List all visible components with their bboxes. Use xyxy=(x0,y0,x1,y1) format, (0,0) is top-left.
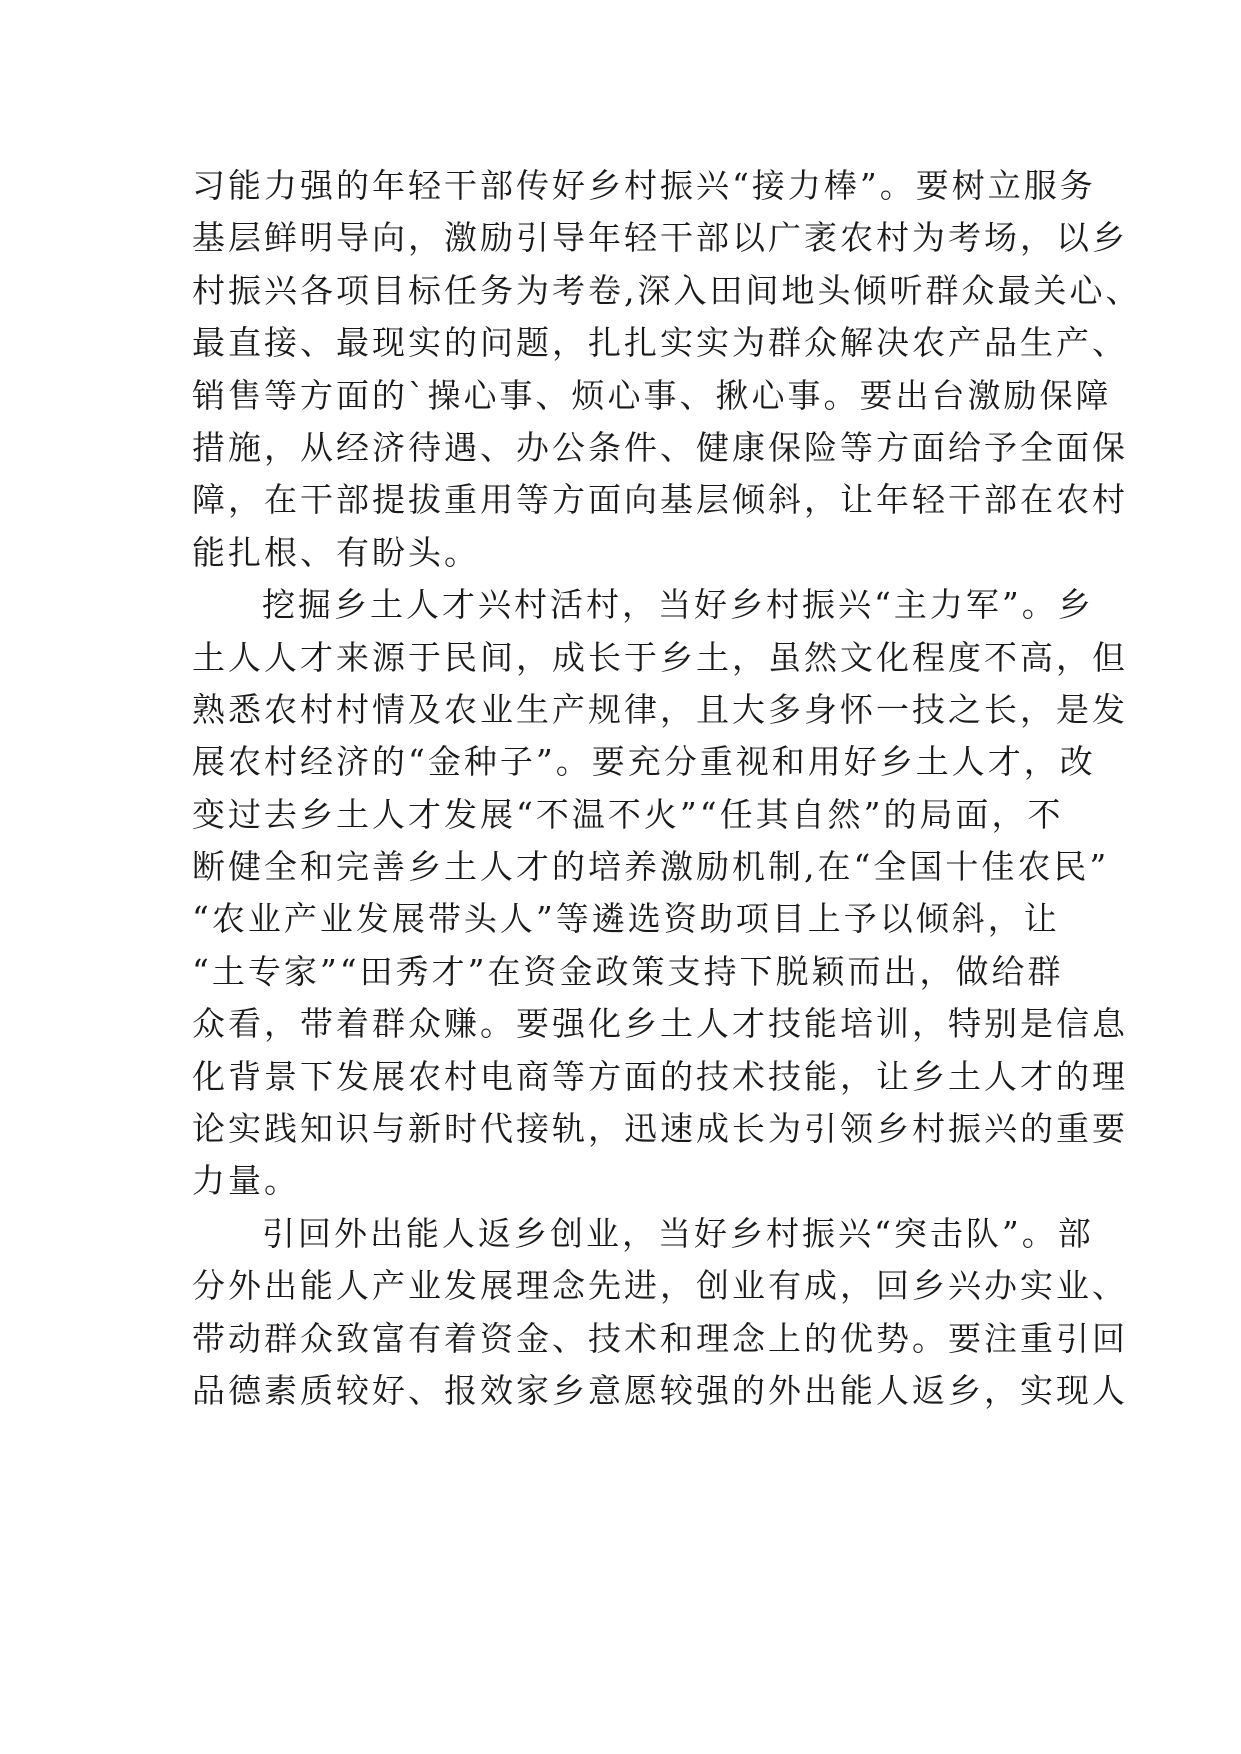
text-line: 习能力强的年轻干部传好乡村振兴“接力棒”。要树立服务 xyxy=(192,166,1096,205)
text-line: 障，在干部提拔重用等方面向基层倾斜，让年轻干部在农村 xyxy=(192,480,1128,520)
text-line: 基层鲜明导向，激励引导年轻干部以广袤农村为考场，以乡 xyxy=(192,218,1128,258)
text-line: 措施，从经济待遇、办公条件、健康保险等方面给予全面保 xyxy=(192,427,1128,467)
text-line: 变过去乡土人才发展“不温不火”“任其自然”的局面，不 xyxy=(192,794,1064,834)
text-line: 论实践知识与新时代接轨，迅速成长为引领乡村振兴的重要 xyxy=(192,1109,1128,1149)
text-line: 引回外出能人返乡创业，当好乡村振兴“突击队”。部 xyxy=(262,1213,1094,1253)
text-line: 品德素质较好、报效家乡意愿较强的外出能人返乡，实现人 xyxy=(192,1370,1128,1410)
text-line: 销售等方面的`操心事、烦心事、揪心事。要出台激励保障 xyxy=(192,375,1112,415)
text-line: 能扎根、有盼头。 xyxy=(192,532,480,572)
body-text xyxy=(192,160,1142,1417)
text-line: 力量。 xyxy=(192,1161,300,1201)
text-line: 带动群众致富有着资金、技术和理念上的优势。要注重引回 xyxy=(192,1318,1128,1358)
text-line: 断健全和完善乡土人才的培养激励机制,在“全国十佳农民” xyxy=(192,847,1110,887)
text-line: 挖掘乡土人才兴村活村，当好乡村振兴“主力军”。乡 xyxy=(262,585,1094,625)
text-line: “农业产业发展带头人”等遴选资助项目上予以倾斜，让 xyxy=(192,899,1060,939)
text-line: 化背景下发展农村电商等方面的技术技能，让乡土人才的理 xyxy=(192,1056,1128,1096)
text-line: 土人人才来源于民间，成长于乡土，虽然文化程度不高，但 xyxy=(192,637,1128,677)
text-line: 熟悉农村村情及农业生产规律，且大多身怀一技之长，是发 xyxy=(192,689,1128,729)
text-line: 分外出能人产业发展理念先进，创业有成，回乡兴办实业、 xyxy=(192,1266,1128,1306)
text-line: 展农村经济的“金种子”。要充分重视和用好乡土人才，改 xyxy=(192,742,1096,782)
text-line: 众看，带着群众赚。要强化乡土人才技能培训，特别是信息 xyxy=(192,1004,1128,1044)
text-line: 村振兴各项目标任务为考卷,深入田间地头倾听群众最关心、 xyxy=(192,270,1142,310)
text-line: “土专家”“田秀才”在资金政策支持下脱颖而出，做给群 xyxy=(192,951,1064,991)
text-line: 最直接、最现实的问题，扎扎实实为群众解决农产品生产、 xyxy=(192,323,1128,363)
